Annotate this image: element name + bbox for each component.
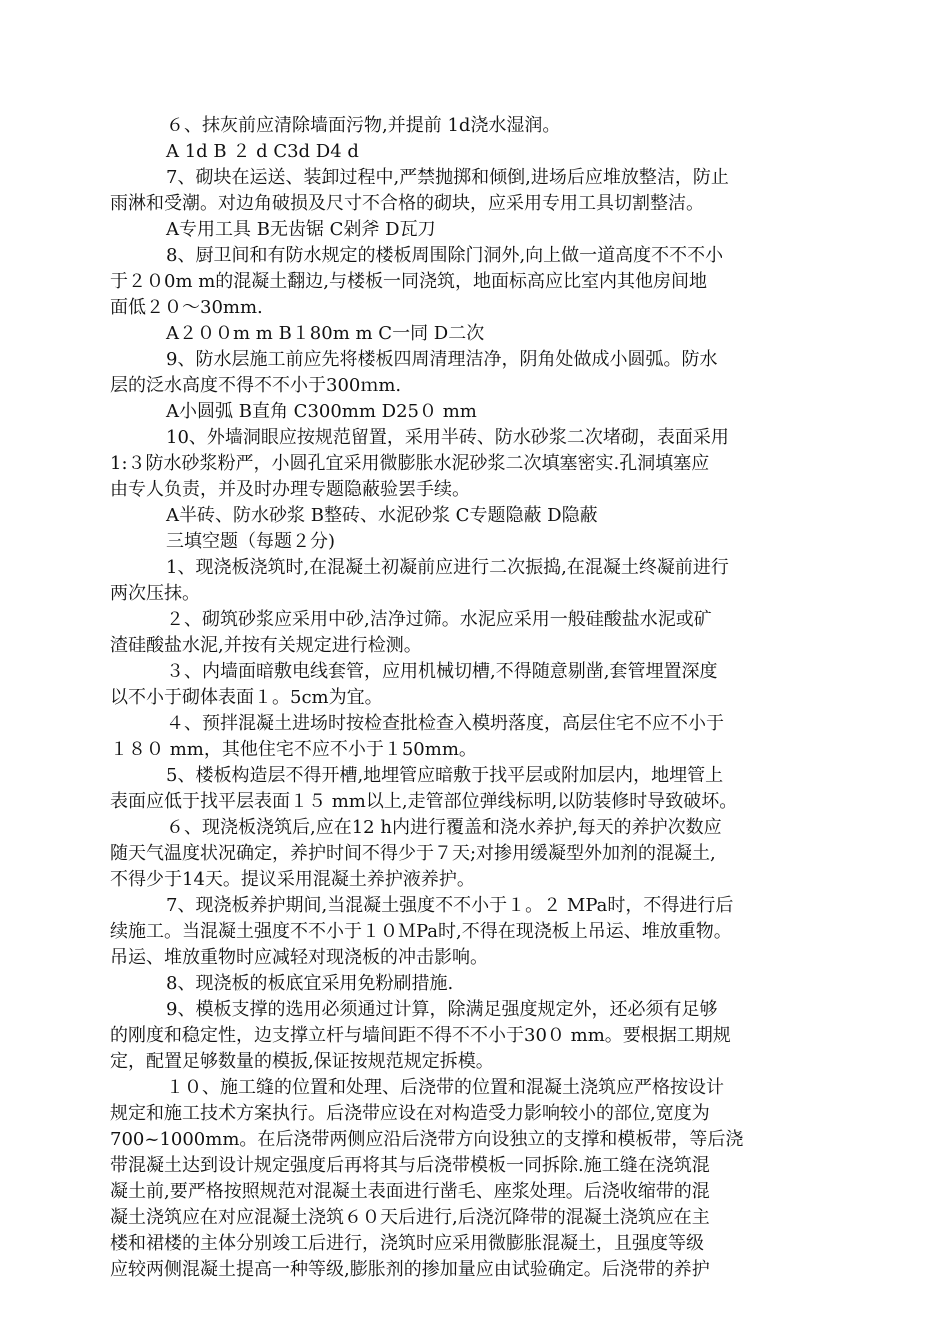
text-line: １８０ mm，其他住宅不应不小于１50mm。 [110, 739, 477, 760]
text-line: ６、现浇板浇筑后,应在12 h内进行覆盖和浇水养护,每天的养护次数应 [166, 817, 722, 838]
text-line: 10、外墙洞眼应按规范留置，采用半砖、防水砂浆二次堵砌，表面采用 [166, 427, 729, 448]
text-line: 8、厨卫间和有防水规定的楼板周围除门洞外,向上做一道高度不不不小 [166, 245, 724, 266]
section-heading [110, 529, 870, 555]
q6-paragraph [110, 113, 870, 139]
fill1-paragraph [110, 555, 870, 607]
text-line: 7、现浇板养护期间,当混凝土强度不不小于１。２ MPa时，不得进行后 [166, 895, 734, 916]
fill8-paragraph [110, 971, 870, 997]
text-line: 表面应低于找平层表面１５ mm以上,走管部位弹线标明,以防装修时导致破坏。 [110, 791, 738, 812]
q8-options [110, 321, 870, 347]
text-line: 凝土前,要严格按照规范对混凝土表面进行凿毛、座浆处理。后浇收缩带的混 [110, 1181, 710, 1202]
q7-options [110, 217, 870, 243]
text-line: 凝土浇筑应在对应混凝土浇筑６０天后进行,后浇沉降带的混凝土浇筑应在主 [110, 1207, 710, 1228]
fill10-paragraph [110, 1075, 870, 1283]
text-line: 1、现浇板浇筑时,在混凝土初凝前应进行二次振捣,在混凝土终凝前进行 [166, 557, 729, 578]
text-line: 渣硅酸盐水泥,并按有关规定进行检测。 [110, 635, 422, 656]
text-line: 定，配置足够数量的模扳,保证按规范规定拆模。 [110, 1051, 494, 1072]
fill3-paragraph [110, 659, 870, 711]
text-line: 的刚度和稳定性，边支撑立杆与墙间距不得不不小于30０ mm。要根据工期规 [110, 1025, 731, 1046]
text-line: A专用工具 B无齿锯 C剁斧 D瓦刀 [166, 219, 436, 240]
text-line: A小圆弧 B直角 C300mm D25０ mm [166, 401, 477, 422]
q7-paragraph [110, 165, 870, 217]
text-line: A半砖、防水砂浆 B整砖、水泥砂浆 C专题隐蔽 D隐蔽 [166, 505, 598, 526]
text-line: A２００m m B１80m m C一同 D二次 [166, 323, 485, 344]
fill2-paragraph [110, 607, 870, 659]
fill5-paragraph [110, 763, 870, 815]
text-line: ３、内墙面暗敷电线套管，应用机械切槽,不得随意剔凿,套管埋置深度 [166, 661, 718, 682]
text-line: ４、预拌混凝土进场时按检查批检查入模坍落度，高层住宅不应不小于 [166, 713, 724, 734]
fill6-paragraph [110, 815, 870, 893]
text-line: 5、楼板构造层不得开槽,地埋管应暗敷于找平层或附加层内，地埋管上 [166, 765, 724, 786]
text-line: 随天气温度状况确定，养护时间不得少于７天;对掺用缓凝型外加剂的混凝土, [110, 843, 716, 864]
q9-paragraph [110, 347, 870, 399]
text-line: A 1d B ２ d C3d D4 d [166, 141, 359, 162]
q9-options [110, 399, 870, 425]
text-line: ２、砌筑砂浆应采用中砂,洁净过筛。水泥应采用一般硅酸盐水泥或矿 [166, 609, 712, 630]
text-line: １０、施工缝的位置和处理、后浇带的位置和混凝土浇筑应严格按设计 [166, 1077, 724, 1098]
text-line: 两次压抹。 [110, 583, 200, 604]
text-line: 面低２０～30mm. [110, 297, 263, 318]
text-line: 吊运、堆放重物时应减轻对现浇板的冲击影响。 [110, 947, 488, 968]
text-line: 续施工。当混凝土强度不不小于１０ＭPa时,不得在现浇板上吊运、堆放重物。 [110, 921, 732, 942]
q6-options [110, 139, 870, 165]
q10-paragraph [110, 425, 870, 503]
text-line: 楼和裙楼的主体分别竣工后进行，浇筑时应采用微膨胀混凝土，且强度等级 [110, 1233, 704, 1254]
heading-text: 三填空题（每题２分) [166, 531, 336, 552]
q10-options [110, 503, 870, 529]
text-line: 雨淋和受潮。对边角破损及尺寸不合格的砌块，应采用专用工具切割整洁。 [110, 193, 704, 214]
text-line: ６、抹灰前应清除墙面污物,并提前 1d浇水湿润。 [166, 115, 561, 136]
q8-paragraph [110, 243, 870, 321]
fill4-paragraph [110, 711, 870, 763]
text-line: 9、模板支撑的选用必须通过计算，除满足强度规定外，还必须有足够 [166, 999, 718, 1020]
text-line: 9、防水层施工前应先将楼板四周清理洁净，阴角处做成小圆弧。防水 [166, 349, 718, 370]
text-line: 由专人负责，并及时办理专题隐蔽验罢手续。 [110, 479, 470, 500]
fill9-paragraph [110, 997, 870, 1075]
text-line: 带混凝土达到设计规定强度后再将其与后浇带模板一同拆除.施工缝在浇筑混 [110, 1155, 710, 1176]
fill7-paragraph [110, 893, 870, 971]
text-line: 以不小于砌体表面１。5cm为宜。 [110, 687, 383, 708]
text-line: 于２０0m m的混凝土翻边,与楼板一同浇筑，地面标高应比室内其他房间地 [110, 271, 708, 292]
text-line: 规定和施工技术方案执行。后浇带应设在对构造受力影响较小的部位,宽度为 [110, 1103, 710, 1124]
text-line: 1:３防水砂浆粉严，小圆孔宜采用微膨胀水泥砂浆二次填塞密实.孔洞填塞应 [110, 453, 710, 474]
text-line: 700~1000mm。在后浇带两侧应沿后浇带方向设独立的支撑和模板带，等后浇 [110, 1129, 744, 1150]
text-line: 层的泛水高度不得不不小于300ｍm. [110, 375, 402, 396]
text-line: 应较两侧混凝土提高一种等级,膨胀剂的掺加量应由试验确定。后浇带的养护 [110, 1259, 710, 1280]
text-line: 不得少于14天。提议采用混凝土养护液养护。 [110, 869, 475, 890]
text-line: 8、现浇板的板底宜采用免粉刷措施. [166, 973, 454, 994]
text-line: 7、砌块在运送、装卸过程中,严禁抛掷和倾倒,进场后应堆放整洁，防止 [166, 167, 729, 188]
